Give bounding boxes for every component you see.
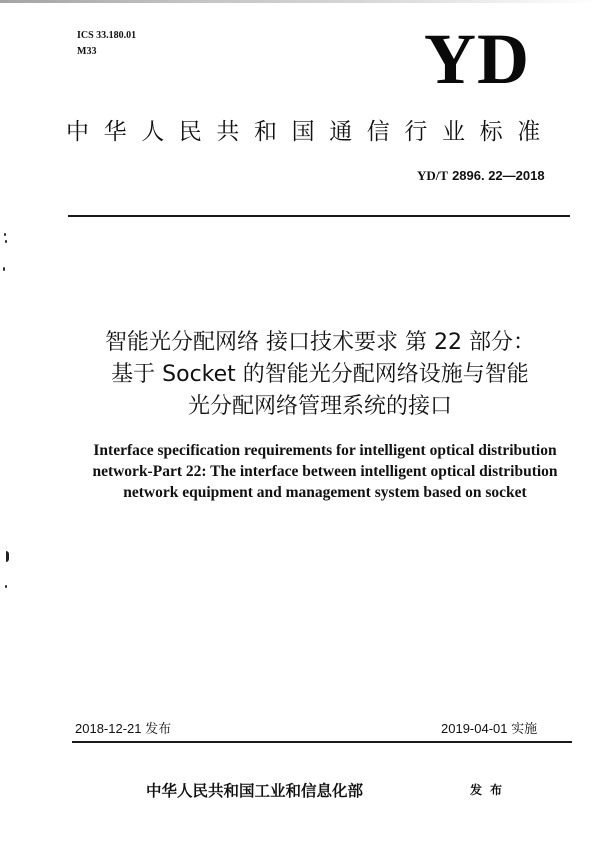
header-divider bbox=[68, 215, 570, 217]
title-cn-line-3: 光分配网络管理系统的接口 bbox=[187, 394, 452, 419]
scan-speck bbox=[5, 585, 7, 588]
title-en-line-2: network-Part 22: The interface between intelligent optical distribution bbox=[92, 463, 558, 480]
title-en-line-3: network equipment and management system based on socket bbox=[123, 484, 527, 501]
release-date: 2018-12-21 发布 bbox=[75, 721, 172, 736]
footer-divider bbox=[72, 741, 572, 743]
standard-type-heading: 中华人民共和国通信行业标准 bbox=[66, 119, 555, 145]
category-code: M33 bbox=[77, 46, 97, 57]
scan-speck bbox=[5, 240, 7, 243]
classification-codes bbox=[77, 28, 136, 60]
implementation-date: 2019-04-01 实施 bbox=[441, 721, 538, 736]
ics-code: ICS 33.180.01 bbox=[77, 30, 137, 41]
publisher-name: 中华人民共和国工业和信息化部 bbox=[146, 781, 364, 800]
title-cn-line-2: 基于 Socket 的智能光分配网络设施与智能 bbox=[111, 362, 529, 387]
standard-number bbox=[417, 168, 545, 184]
title-en-line-1: Interface specification requirements for intelligent optical distribution bbox=[93, 442, 557, 459]
scan-speck bbox=[4, 233, 6, 236]
publish-label: 发布 bbox=[470, 783, 511, 797]
scan-top-edge bbox=[0, 0, 600, 3]
standard-number-value: 2896. 22—2018 bbox=[452, 168, 545, 183]
document-title-chinese bbox=[40, 327, 600, 423]
standard-number-prefix: YD/T bbox=[417, 168, 449, 183]
document-title-english bbox=[60, 440, 590, 503]
scan-speck bbox=[3, 267, 5, 271]
title-cn-line-1: 智能光分配网络 接口技术要求 第 22 部分： bbox=[105, 330, 535, 355]
yd-logo: YD bbox=[424, 19, 530, 99]
scan-speck bbox=[6, 551, 9, 562]
